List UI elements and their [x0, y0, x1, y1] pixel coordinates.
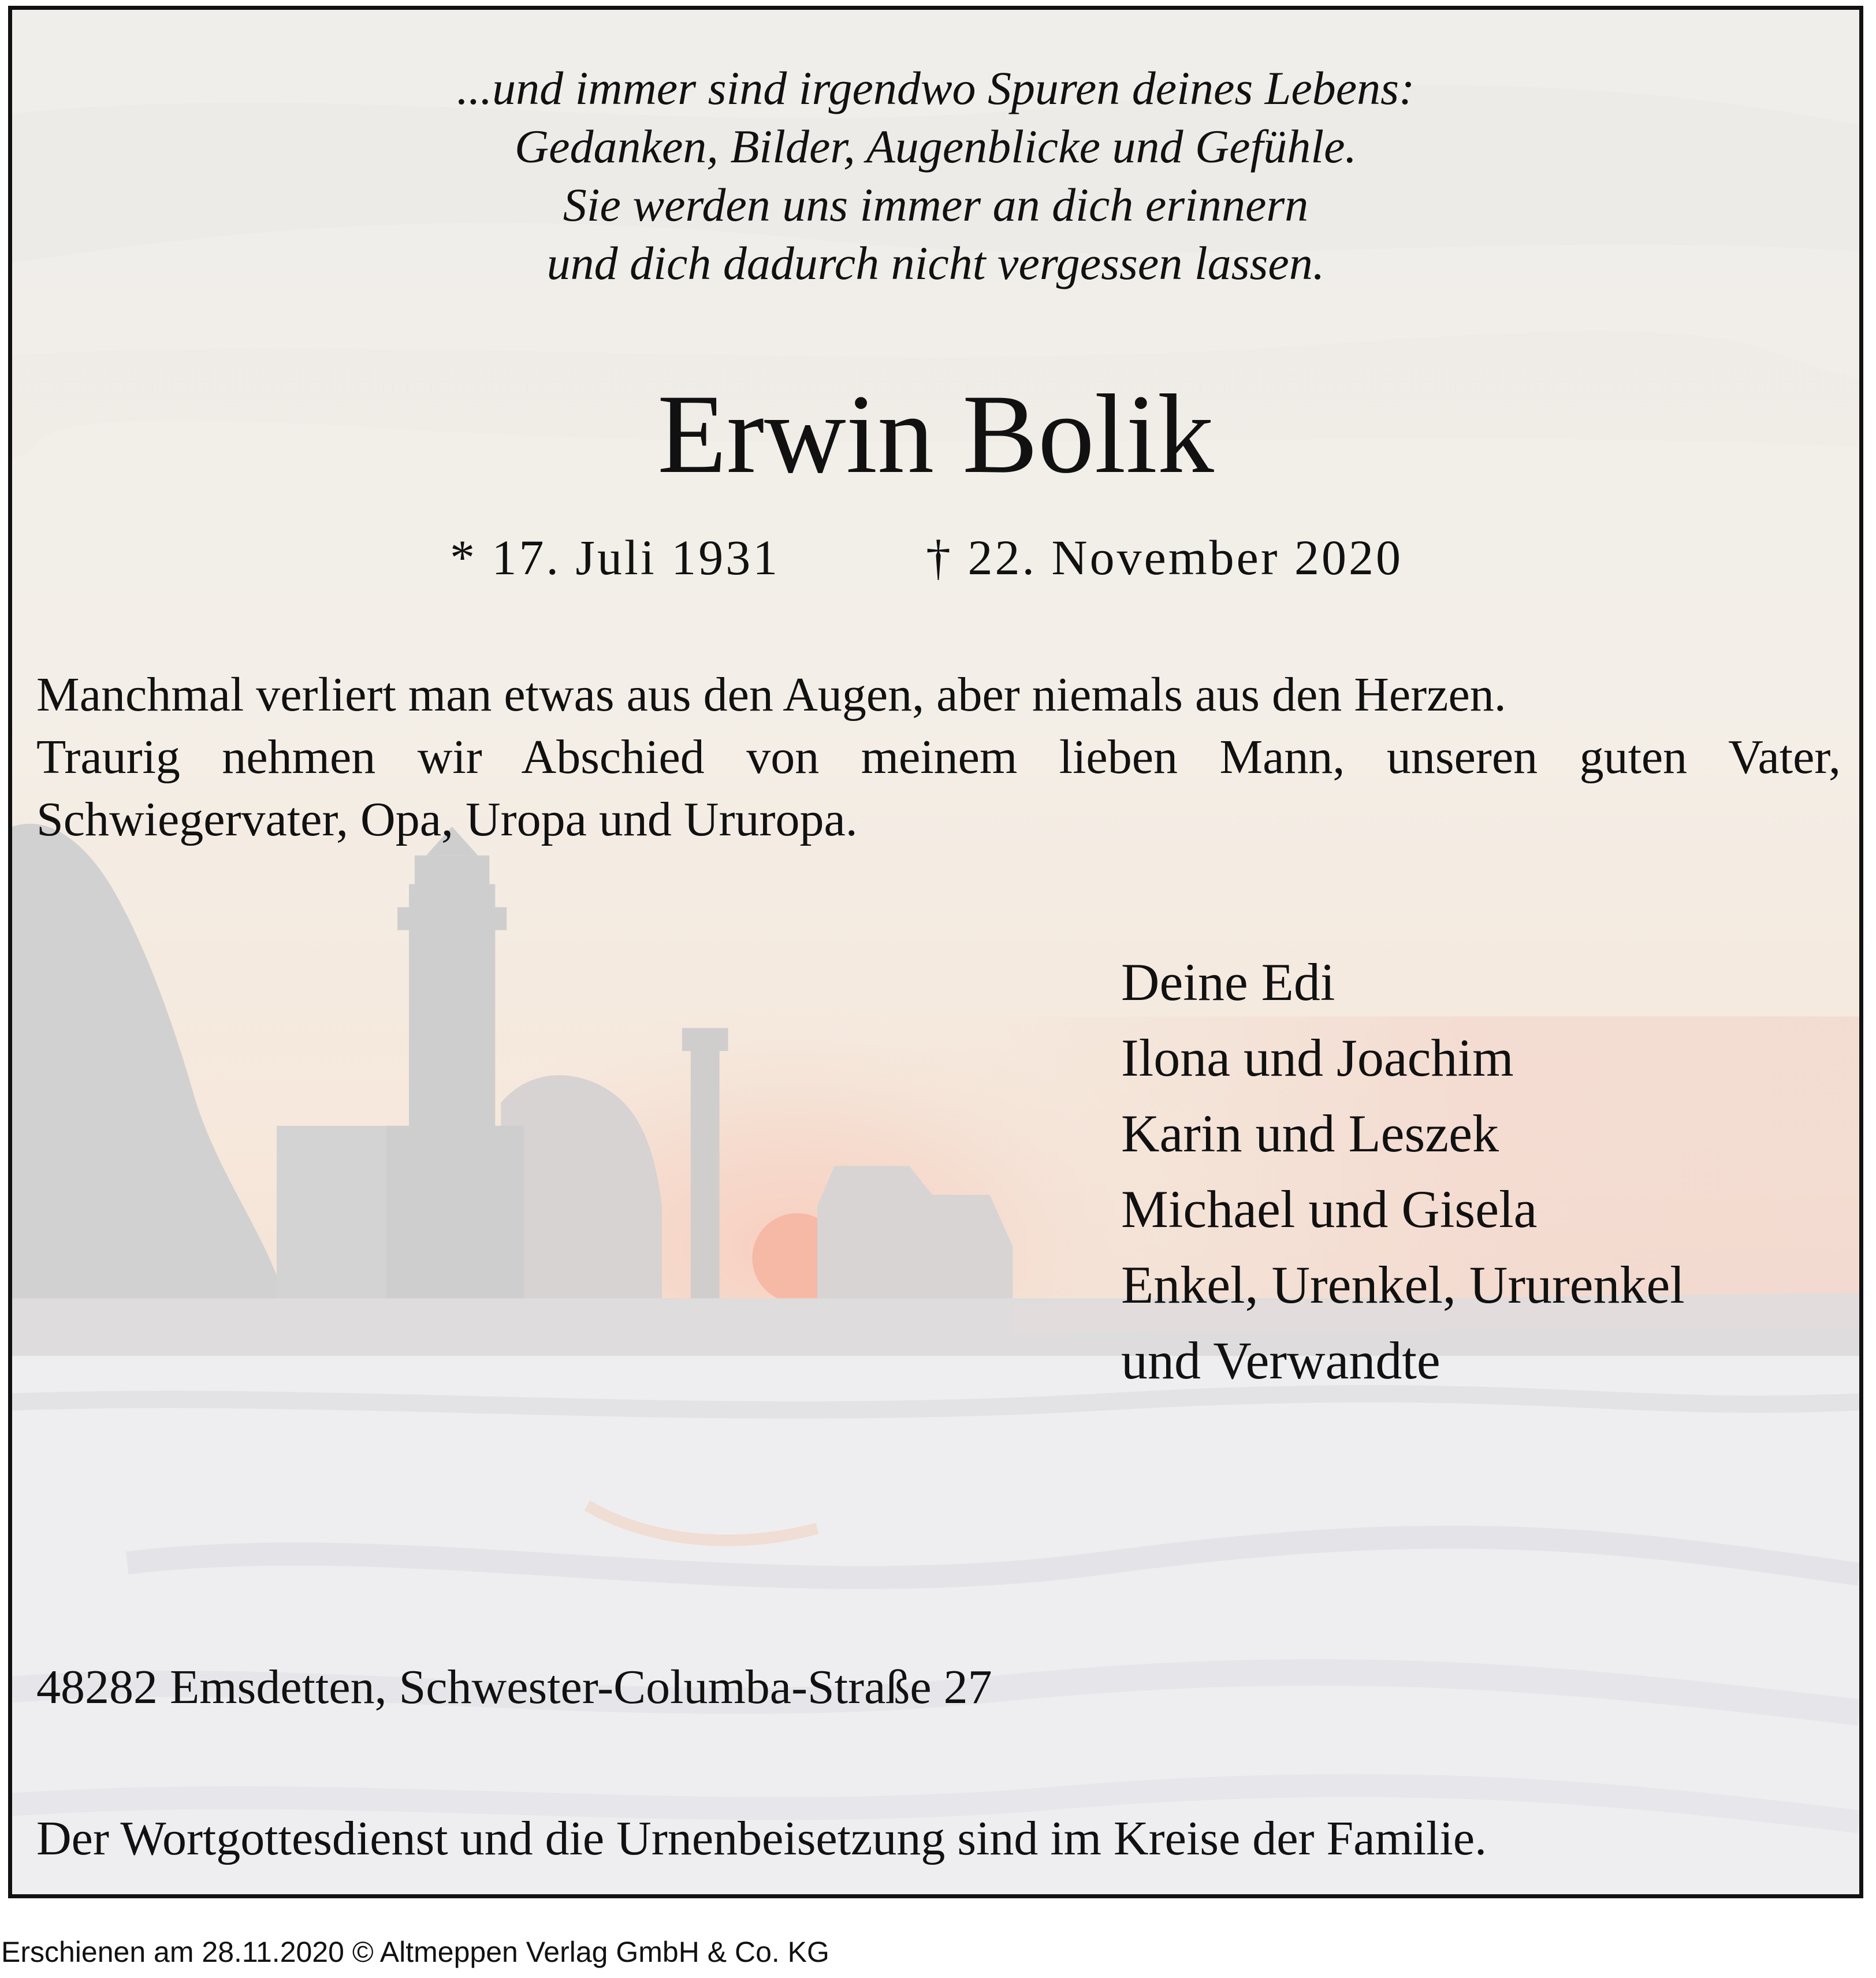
message-line: Schwiegervater, Opa, Uropa und Ururopa. [36, 793, 858, 846]
mourner-entry: Enkel, Urenkel, Ururenkel [1121, 1255, 1685, 1314]
death-date: † 22. November 2020 [926, 530, 1403, 585]
quote-line: und dich dadurch nicht vergessen lassen. [546, 237, 1325, 289]
mourners-list [1121, 945, 1685, 1399]
family-address: 48282 Emsdetten, Schwester-Columba-Straße 27 [36, 1660, 992, 1714]
mourner-entry: Deine Edi [1121, 953, 1335, 1012]
service-note: Der Wortgottesdienst und die Urnenbeisetzung sind im Kreise der Familie. [36, 1812, 1487, 1865]
birth-date: * 17. Juli 1931 [450, 530, 780, 585]
quote-line: ...und immer sind irgendwo Spuren deines Lebens: [456, 62, 1415, 114]
quote-line: Gedanken, Bilder, Augenblicke und Gefühle. [514, 120, 1357, 173]
memorial-quote [12, 59, 1859, 292]
mourner-entry: Ilona und Joachim [1121, 1028, 1514, 1087]
mourner-entry: Michael und Gisela [1121, 1180, 1538, 1239]
mourning-message [36, 664, 1841, 851]
publication-footer: Erschienen am 28.11.2020 © Altmeppen Verlag GmbH & Co. KG [1, 1936, 829, 1968]
quote-line: Sie werden uns immer an dich erinnern [563, 179, 1309, 231]
message-line: Traurig nehmen wir Abschied von meinem lieben Mann, unseren guten Vater, [36, 730, 1841, 784]
deceased-name: Erwin Bolik [657, 371, 1214, 497]
mourner-entry: Karin und Leszek [1121, 1104, 1499, 1163]
obituary-frame [8, 6, 1863, 1898]
message-line: Manchmal verliert man etwas aus den Augen, aber niemals aus den Herzen. [36, 668, 1506, 722]
mourner-entry: und Verwandte [1121, 1331, 1440, 1390]
